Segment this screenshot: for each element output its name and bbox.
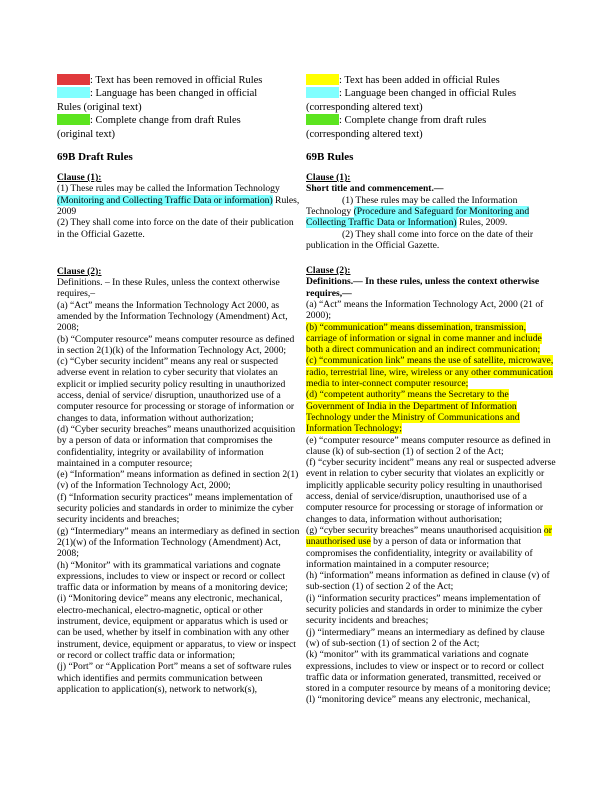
text-segment: (2) They shall come into force on the date of their publication in the Official Gazette. — [306, 228, 534, 251]
text-segment: (a) “Act” means the Information Technology Act 2000, as amended by the Information Technology (Amendment) Act, 2008; — [57, 299, 288, 334]
paragraph — [306, 570, 556, 593]
legend-item-label: : Text has been removed in official Rules — [90, 75, 263, 86]
changed-text-highlight: (Procedure and Safeguard for Monitoring and Collecting Traffic Data or Information) — [306, 205, 530, 229]
removed-text-swatch — [57, 74, 90, 85]
paragraph — [306, 195, 556, 229]
added-text-swatch — [306, 74, 339, 85]
legend-item — [306, 114, 548, 141]
text-segment: Definitions.— In these rules, unless the context otherwise requires,— — [306, 276, 540, 299]
text-segment: (l) “monitoring device” means any electronic, mechanical, — [306, 694, 531, 706]
column-header-draft: 69B Draft Rules — [57, 151, 133, 164]
paragraph — [57, 334, 300, 357]
text-segment: Short title and commencement.— — [306, 183, 444, 195]
paragraph — [306, 593, 556, 627]
text-segment: Definitions. – In these Rules, unless the context otherwise requires,– — [57, 277, 280, 300]
text-segment: (f) “Information security practices” means implementation of security policies and standards in order to minimize the cyber security incidents and breaches; — [57, 491, 294, 526]
legend-item-label: : Complete change from draft rules (corresponding altered text) — [306, 115, 487, 140]
text-segment: Rules, 2009 — [57, 194, 300, 217]
changed-language-altered-swatch — [306, 87, 339, 98]
paragraph — [306, 457, 556, 525]
paragraph — [306, 183, 556, 194]
added-text-highlight: (d) “competent authority” means the Secretary to the Government of India in the Department of Information Technology under the Ministry of Communications and Information Technology; — [306, 389, 520, 435]
official-rules-column — [306, 74, 556, 706]
paragraph — [306, 435, 556, 458]
legend-item — [57, 74, 273, 87]
text-segment: Clause (1): — [306, 172, 351, 184]
text-segment: (i) “Monitoring device” means any electronic, mechanical, electro-mechanical, electro-magnetic, optical or other instrument, device, equipment or apparatus which is used or can be used, whether by itself in combination with any other instrument, device, equipment or apparatus, to view or inspect or record or collect traffic data or information; — [57, 593, 296, 661]
text-segment: (e) “computer resource” means computer resource as defined in clause (k) of sub-section (1) of section 2 of the Act; — [306, 434, 551, 457]
clause-heading — [57, 266, 300, 277]
text-segment: (d) “Cyber security breaches” means unauthorized acquisition by a person of data or information that compromises the confidentiality, integrity or availability of information maintained in a computer resource; — [57, 423, 296, 469]
text-segment: (a) “Act” means the Information Technology Act, 2000 (21 of 2000); — [306, 299, 544, 322]
paragraph — [306, 627, 556, 650]
text-segment: (g) “Intermediary” means an intermediary as defined in section 2(1)(w) of the Information Technology (Amendment) Act, 2008; — [57, 525, 300, 560]
text-segment: by a person of data or information that compromises the confidentiality, integrity or availability of information maintained in a computer resource; — [306, 536, 533, 570]
clause-heading — [306, 265, 556, 276]
paragraph — [57, 661, 300, 695]
text-segment: (h) “Monitor” with its grammatical variations and cognate expressions, includes to view or inspect or record or collect traffic data or information by means of a monitoring device; — [57, 559, 288, 594]
text-segment: (f) “cyber security incident” means any real or suspected adverse event in relation to cyber security that violates an explicitly or implicitly applicable security policy resulting in unauthorised access, denial of service/disruption, unauthorised use of a computer resource for processing or storage of information or changes to data, information without authorisation; — [306, 457, 556, 525]
paragraph — [306, 525, 556, 570]
added-text-highlight: or unauthorised use — [306, 524, 552, 548]
text-segment: (i) “information security practices” means implementation of security policies and standards in order to minimize the cyber security incidents and breaches; — [306, 592, 543, 627]
clause-heading — [306, 172, 556, 183]
paragraph — [306, 694, 556, 705]
complete-change-original-swatch — [57, 114, 90, 125]
text-segment: (j) “intermediary” means an intermediary as defined by clause (w) of sub-section (1) of section 2 of the Act; — [306, 626, 545, 649]
paragraph — [57, 183, 300, 217]
paragraph — [57, 300, 300, 334]
paragraph — [57, 356, 300, 424]
legend-item — [306, 74, 548, 87]
text-segment: Clause (2): — [306, 265, 351, 277]
legend-item — [57, 114, 273, 141]
paragraph — [306, 649, 556, 694]
paragraph — [306, 299, 556, 322]
legend-item-label: : Text has been added in official Rules — [339, 75, 500, 86]
text-segment: (1) These rules may be called the Information Technology — [306, 194, 518, 217]
clause-heading — [57, 172, 300, 183]
legend-right — [306, 74, 556, 141]
added-text-highlight: (b) “communication” means dissemination, transmission, carriage of information or signal in come manner and include both a direct communication and an indirect communication; — [306, 321, 542, 356]
paragraph — [306, 229, 556, 252]
legend-item — [57, 87, 273, 114]
text-segment: Clause (2): — [57, 265, 102, 277]
paragraph — [306, 389, 556, 434]
paragraph — [306, 355, 556, 389]
text-segment: (e) “Information” means information as defined in section 2(1)(v) of the Information Technology Act, 2000; — [57, 469, 299, 492]
changed-language-original-swatch — [57, 87, 90, 98]
two-column-comparison — [57, 74, 556, 706]
complete-change-altered-swatch — [306, 114, 339, 125]
legend-item-label: : Language been changed in official Rules (corresponding altered text) — [306, 88, 517, 113]
paragraph — [57, 469, 300, 492]
changed-text-highlight: (Monitoring and Collecting Traffic Data or information) — [57, 194, 273, 206]
official-rules-text — [306, 172, 556, 706]
legend-left — [57, 74, 300, 141]
draft-rules-column — [57, 74, 300, 706]
paragraph — [57, 217, 300, 240]
text-segment: (j) “Port” or “Application Port” means a set of software rules which identifies and permits communication between application to application(s), network to network(s), — [57, 661, 292, 695]
legend-item-label: : Language has been changed in official Rules (original text) — [57, 88, 258, 113]
draft-rules-text — [57, 172, 300, 695]
text-segment: (k) “monitor” with its grammatical variations and cognate expressions, includes to view or inspect or to record or collect traffic data or information generated, transmitted, received or stored in a computer resource by means of a monitoring device; — [306, 649, 551, 695]
added-text-highlight: (c) “communication link” means the use of satellite, microwave, radio, terrestrial line, wire, wireless or any other communication media to inter-connect computer resource; — [306, 355, 554, 390]
text-segment: (2) They shall come into force on the date of their publication in the Official Gazette. — [57, 217, 294, 240]
paragraph — [57, 424, 300, 469]
text-segment: Rules, 2009. — [456, 217, 508, 229]
paragraph — [306, 322, 556, 356]
paragraph — [306, 276, 556, 299]
legend-item — [306, 87, 548, 114]
text-segment: (g) “cyber security breaches” means unauthorised acquisition — [306, 524, 544, 536]
text-segment: (1) These rules may be called the Information Technology — [57, 183, 280, 195]
column-header-official: 69B Rules — [306, 151, 354, 164]
paragraph — [57, 560, 300, 594]
paragraph — [57, 492, 300, 526]
paragraph — [57, 277, 300, 300]
legend-item-label: : Complete change from draft Rules (original text) — [57, 115, 241, 140]
text-segment: (c) “Cyber security incident” means any real or suspected adverse event in relation to cyber security that violates an explicit or implied security policy resulting in unauthorized access, denial of service/ disruption, unauthorized use of a computer resource for processing or storage of information or changes to data, information without authorization; — [57, 356, 295, 424]
paragraph — [57, 593, 300, 661]
text-segment: (b) “Computer resource” means computer resource as defined in section 2(1)(k) of the Information Technology Act, 2000; — [57, 333, 295, 356]
paragraph — [57, 526, 300, 560]
text-segment: (h) “information” means information as defined in clause (v) of sub-section (1) of section 2 of the Act; — [306, 570, 550, 593]
text-segment: Clause (1): — [57, 172, 102, 184]
